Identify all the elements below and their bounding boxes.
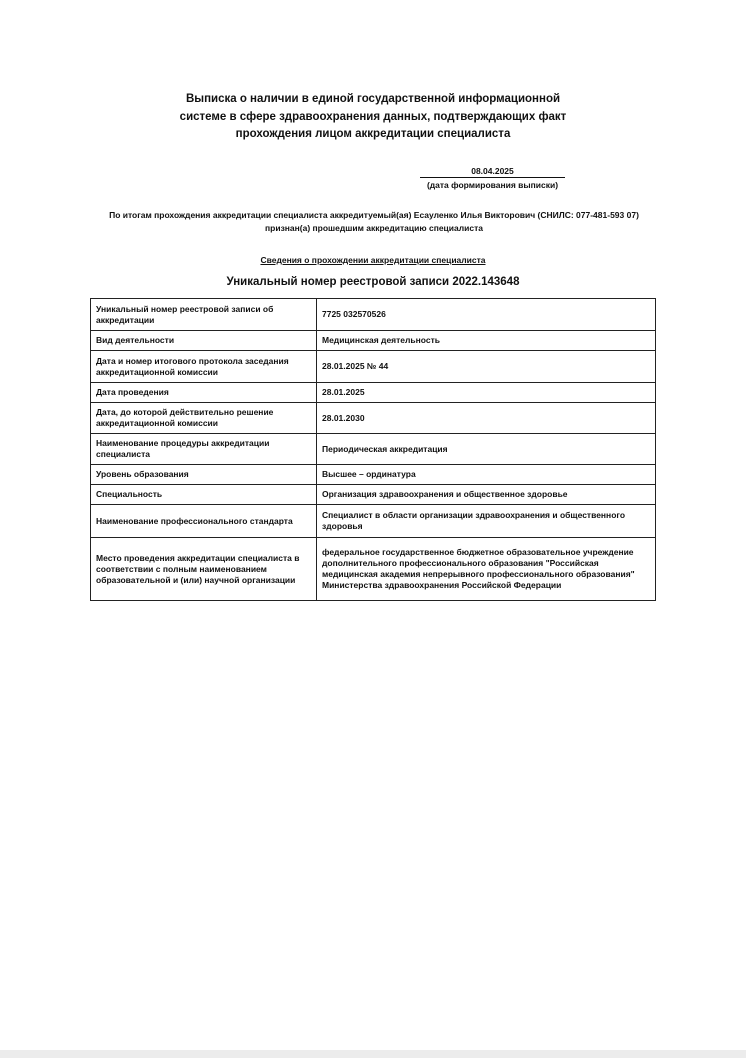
row-label: Наименование профессионального стандарта [91, 505, 317, 538]
table-row [91, 299, 656, 331]
row-value: Специалист в области организации здравоохранения и общественного здоровья [317, 505, 656, 538]
table-row [91, 383, 656, 403]
row-label: Место проведения аккредитации специалиста в соответствии с полным наименованием образовательной и (или) научной организации [91, 538, 317, 601]
title-line: Выписка о наличии в единой государственной информационной [185, 93, 561, 105]
table-row [91, 434, 656, 465]
intro-text: По итогам прохождения аккредитации специалиста аккредитуемый(ая) Есауленко Илья Викторович (СНИЛС: 077-481-593 07) признан(а) прошедшим аккредитацию специалиста [109, 210, 639, 233]
title-line: системе в сфере здравоохранения данных, подтверждающих факт [179, 110, 567, 123]
row-label: Вид деятельности [91, 331, 317, 351]
registry-heading: Уникальный номер реестровой записи 2022.143648 [226, 276, 520, 288]
row-value: Медицинская деятельность [317, 331, 656, 351]
section-heading: Сведения о прохождении аккредитации специалиста [260, 255, 486, 265]
row-label: Дата и номер итогового протокола заседания аккредитационной комиссии [91, 351, 317, 383]
row-value: Организация здравоохранения и общественное здоровье [317, 485, 656, 505]
table-row [91, 403, 656, 434]
table-row [91, 505, 656, 538]
accreditation-table [90, 298, 656, 601]
row-value: 28.01.2030 [317, 403, 656, 434]
table-row [91, 331, 656, 351]
table-row [91, 465, 656, 485]
document-title [0, 91, 746, 144]
row-value: 28.01.2025 [317, 383, 656, 403]
row-label: Дата проведения [91, 383, 317, 403]
row-label: Уровень образования [91, 465, 317, 485]
table-row [91, 538, 656, 601]
row-label: Уникальный номер реестровой записи об аккредитации [91, 299, 317, 331]
row-value: 28.01.2025 № 44 [317, 351, 656, 383]
row-label: Специальность [91, 485, 317, 505]
row-label: Наименование процедуры аккредитации специалиста [91, 434, 317, 465]
row-value: 7725 032570526 [317, 299, 656, 331]
page-bottom-strip [0, 1050, 746, 1058]
table-row [91, 485, 656, 505]
row-value: Периодическая аккредитация [317, 434, 656, 465]
table-row [91, 351, 656, 383]
issue-date-block [420, 166, 565, 190]
title-line: прохождения лицом аккредитации специалиста [235, 128, 511, 140]
issue-date: 08.04.2025 [420, 166, 565, 178]
row-value: федеральное государственное бюджетное образовательное учреждение дополнительного профессионального образования "Российская медицинская академия непрерывного профессионального образования" Министерства здравоохранения Российской Федерации [317, 538, 656, 601]
issue-date-caption: (дата формирования выписки) [426, 180, 559, 190]
row-label: Дата, до которой действительно решение аккредитационной комиссии [91, 403, 317, 434]
row-value: Высшее – ординатура [317, 465, 656, 485]
